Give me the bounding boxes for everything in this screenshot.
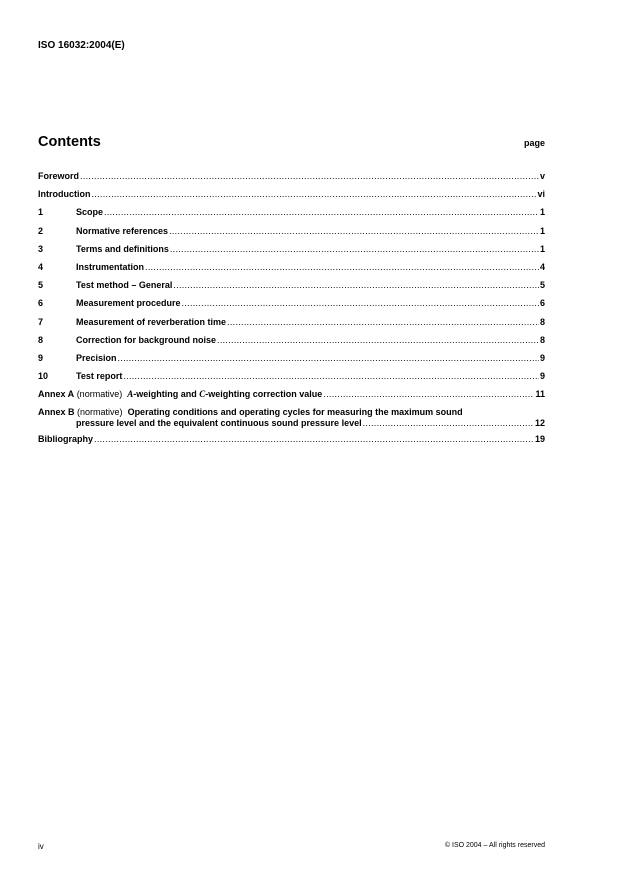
footer-page-number: iv [38,842,44,851]
annex-a-letter-a: A [127,389,134,400]
annex-a-text-c: -weighting correction value [205,389,323,400]
toc-entry-page: 5 [539,280,545,291]
annex-label: Annex A [38,389,75,400]
dot-leader [169,226,539,237]
annex-a-letter-c: C [199,389,206,400]
dot-leader [182,298,539,309]
toc-entry-page: vi [537,189,545,200]
footer-copyright: © ISO 2004 – All rights reserved [444,842,545,849]
toc-entry-page: 1 [539,243,545,254]
toc-entry-test-method[interactable] [38,280,545,298]
table-of-contents [38,171,545,453]
dot-leader [170,244,539,255]
toc-entry-foreword[interactable] [38,171,545,189]
toc-entry-measurement-procedure[interactable] [38,298,545,316]
toc-entry-number: 7 [38,316,44,327]
toc-entry-reverberation-time[interactable] [38,317,545,335]
toc-entry-page: 4 [539,261,545,272]
dot-leader [227,317,539,328]
toc-entry-test-report[interactable] [38,371,545,389]
dot-leader [123,371,539,382]
toc-entry-title: Precision [76,352,117,363]
toc-entry-number: 1 [38,207,44,218]
toc-entry-number: 10 [38,371,49,382]
toc-entry-page: 8 [539,334,545,345]
dot-leader [118,353,539,364]
toc-entry-background-noise[interactable] [38,335,545,353]
toc-entry-page: 19 [534,434,545,445]
toc-entry-page: 11 [535,389,545,400]
page-column-label: page [523,138,545,148]
annex-type: (normative) [77,407,123,418]
dot-leader [94,434,534,445]
annex-b-title-line1: Operating conditions and operating cycles for measuring the maximum sound [127,407,463,418]
toc-entry-page: 12 [534,417,545,428]
toc-entry-page: 1 [539,225,545,236]
dot-leader [323,389,534,400]
toc-entry-title: Instrumentation [76,261,145,272]
toc-entry-page: v [539,171,545,181]
toc-entry-instrumentation[interactable] [38,262,545,280]
toc-entry-number: 8 [38,334,44,345]
dot-leader [92,189,537,200]
toc-entry-normative-references[interactable] [38,226,545,244]
toc-entry-page: 1 [539,207,545,218]
annex-label: Annex B [38,407,75,418]
toc-entry-title [38,389,322,400]
toc-entry-title: Scope [76,207,104,218]
dot-leader [80,171,539,182]
toc-entry-scope[interactable] [38,207,545,225]
document-identifier: ISO 16032:2004(E) [38,40,125,51]
toc-entry-title: Correction for background noise [76,334,217,345]
toc-entry-number: 4 [38,261,44,272]
toc-entry-page: 9 [539,371,545,382]
dot-leader [173,280,539,291]
toc-entry-precision[interactable] [38,353,545,371]
annex-b-title-line2: pressure level and the equivalent continuous sound pressure level [76,417,362,428]
toc-entry-page: 8 [539,316,545,327]
toc-entry-number: 2 [38,225,44,236]
toc-entry-title: Bibliography [38,434,94,445]
toc-entry-number: 6 [38,298,44,309]
contents-heading [38,134,545,154]
toc-entry-title: Measurement procedure [76,298,181,309]
toc-entry-number: 9 [38,352,44,363]
toc-entry-title: Normative references [76,225,169,236]
toc-entry-introduction[interactable] [38,189,545,207]
dot-leader [104,207,539,218]
toc-entry-title: Test method – General [76,280,173,291]
annex-a-text-a: -weighting and [133,389,197,400]
toc-entry-title: Introduction [38,189,91,200]
toc-entry-title: Terms and definitions [76,243,169,254]
toc-entry-title: Test report [76,371,123,382]
contents-title: Contents [38,134,101,150]
toc-entry-number: 3 [38,243,44,254]
dot-leader [363,418,534,429]
toc-entry-title: Foreword [38,171,80,181]
dot-leader [145,262,539,273]
toc-entry-annex-a[interactable] [38,389,545,407]
toc-entry-annex-b[interactable] [38,407,545,434]
toc-entry-page: 6 [539,298,545,309]
dot-leader [217,335,539,346]
annex-type: (normative) [76,389,123,400]
toc-entry-title: Measurement of reverberation time [76,316,227,327]
toc-entry-number: 5 [38,280,44,291]
toc-entry-page: 9 [539,352,545,363]
toc-entry-terms-and-definitions[interactable] [38,244,545,262]
toc-entry-bibliography[interactable] [38,434,545,452]
